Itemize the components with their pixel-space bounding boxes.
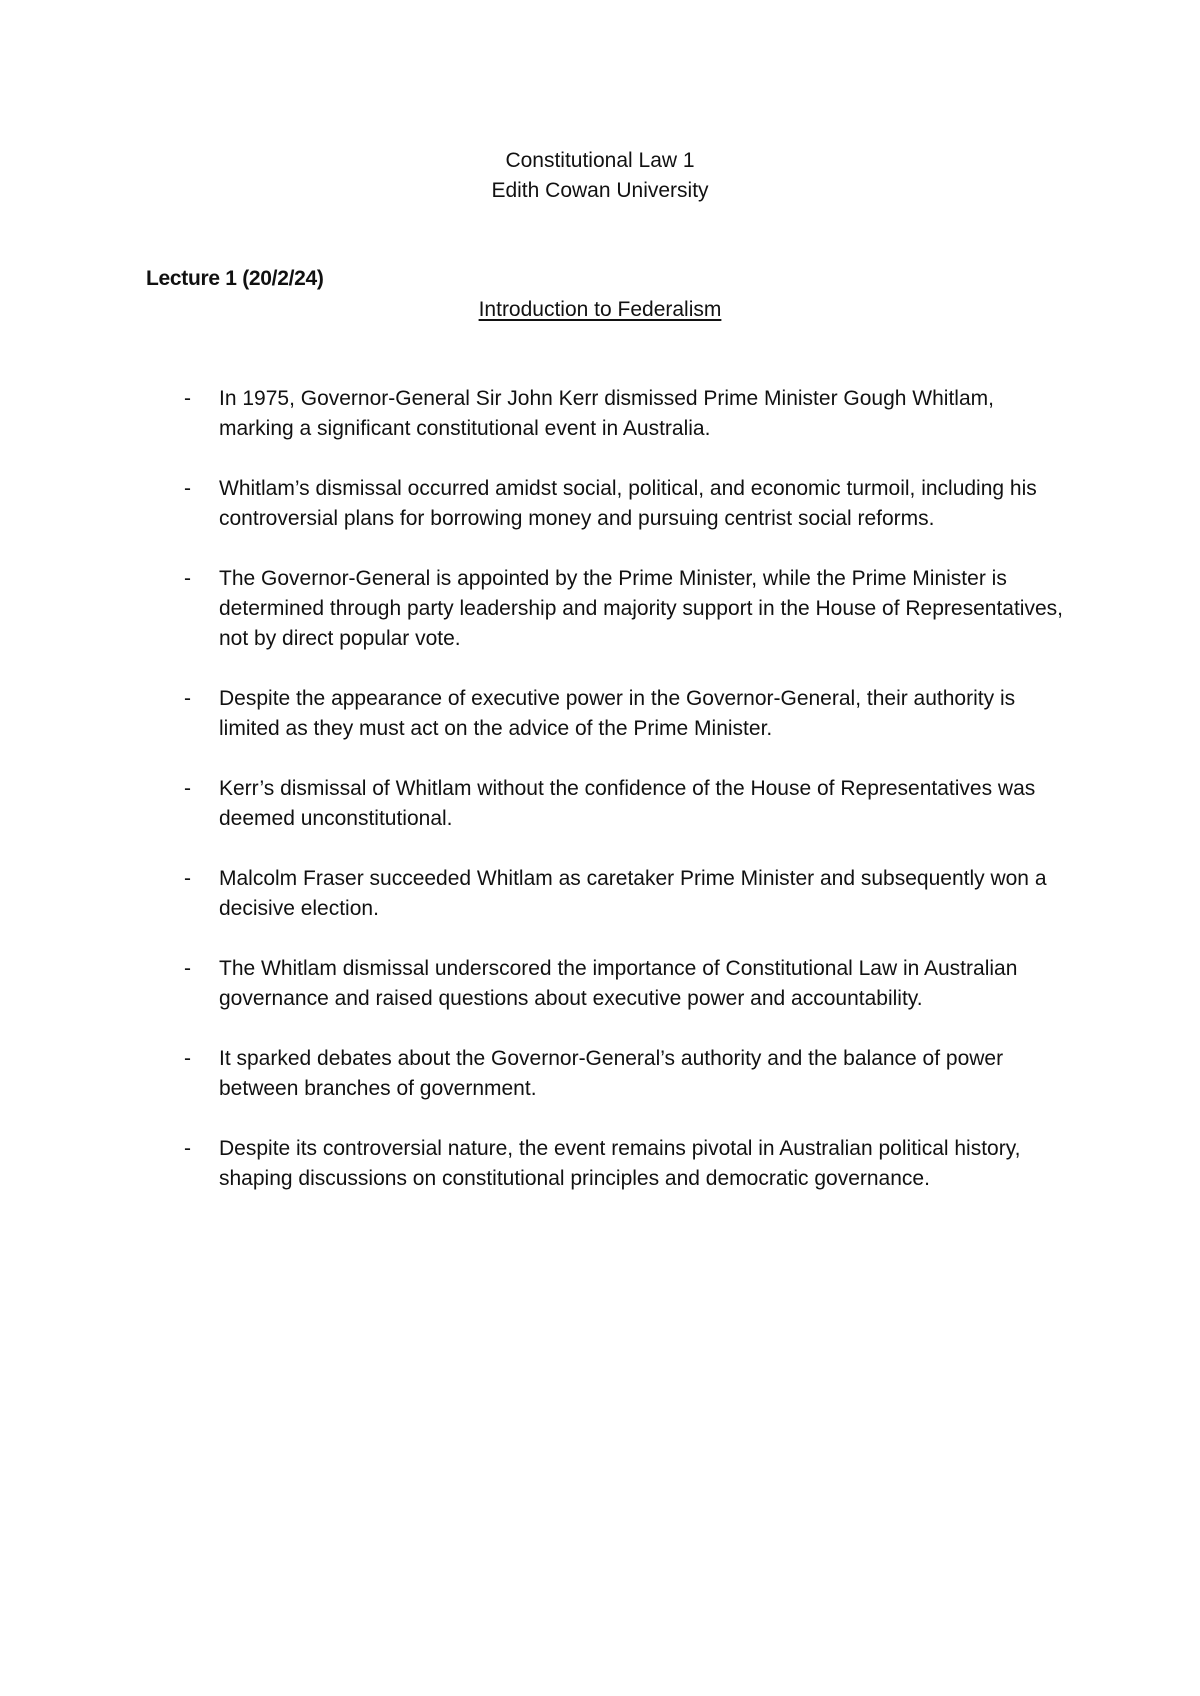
list-item bbox=[184, 1044, 1074, 1104]
list-item bbox=[184, 954, 1074, 1014]
course-title: Constitutional Law 1 bbox=[505, 149, 695, 172]
bullet-marker: - bbox=[184, 777, 191, 800]
bullet-text: In 1975, Governor-General Sir John Kerr dismissed Prime Minister Gough Whitlam, marking a significant constitutional event in Australia. bbox=[219, 387, 994, 440]
list-item bbox=[184, 384, 1074, 444]
bullet-text: Malcolm Fraser succeeded Whitlam as caretaker Prime Minister and subsequently won a decisive election. bbox=[219, 867, 1047, 920]
section-title: Introduction to Federalism bbox=[478, 298, 722, 321]
bullet-marker: - bbox=[184, 957, 191, 980]
document-header bbox=[0, 146, 1200, 206]
bullet-text: Despite its controversial nature, the event remains pivotal in Australian political history, shaping discussions on constitutional principles and democratic governance. bbox=[219, 1137, 1021, 1190]
bullet-text: Kerr’s dismissal of Whitlam without the confidence of the House of Representatives was deemed unconstitutional. bbox=[219, 777, 1036, 830]
lecture-heading: Lecture 1 (20/2/24) bbox=[146, 267, 324, 290]
list-item bbox=[184, 1134, 1074, 1194]
bullet-text: Despite the appearance of executive power in the Governor-General, their authority is limited as they must act on the advice of the Prime Minister. bbox=[219, 687, 1016, 740]
bullet-marker: - bbox=[184, 867, 191, 890]
institution-name: Edith Cowan University bbox=[491, 179, 709, 202]
bullet-text: The Whitlam dismissal underscored the importance of Constitutional Law in Australian governance and raised questions about executive power and accountability. bbox=[219, 957, 1018, 1010]
list-item bbox=[184, 564, 1074, 654]
bullet-marker: - bbox=[184, 477, 191, 500]
bullet-marker: - bbox=[184, 567, 191, 590]
bullet-marker: - bbox=[184, 1047, 191, 1070]
bullet-text: It sparked debates about the Governor-General’s authority and the balance of power between branches of government. bbox=[219, 1047, 1004, 1100]
list-item bbox=[184, 474, 1074, 534]
bullet-text: Whitlam’s dismissal occurred amidst social, political, and economic turmoil, including his controversial plans for borrowing money and pursuing centrist social reforms. bbox=[219, 477, 1037, 530]
list-item bbox=[184, 684, 1074, 744]
bullet-list bbox=[184, 384, 1074, 1224]
list-item bbox=[184, 864, 1074, 924]
bullet-text: The Governor-General is appointed by the Prime Minister, while the Prime Minister is determined through party leadership and majority support in the House of Representatives, not by direct popular vote. bbox=[219, 567, 1063, 650]
list-item bbox=[184, 774, 1074, 834]
bullet-marker: - bbox=[184, 687, 191, 710]
bullet-marker: - bbox=[184, 387, 191, 410]
bullet-marker: - bbox=[184, 1137, 191, 1160]
